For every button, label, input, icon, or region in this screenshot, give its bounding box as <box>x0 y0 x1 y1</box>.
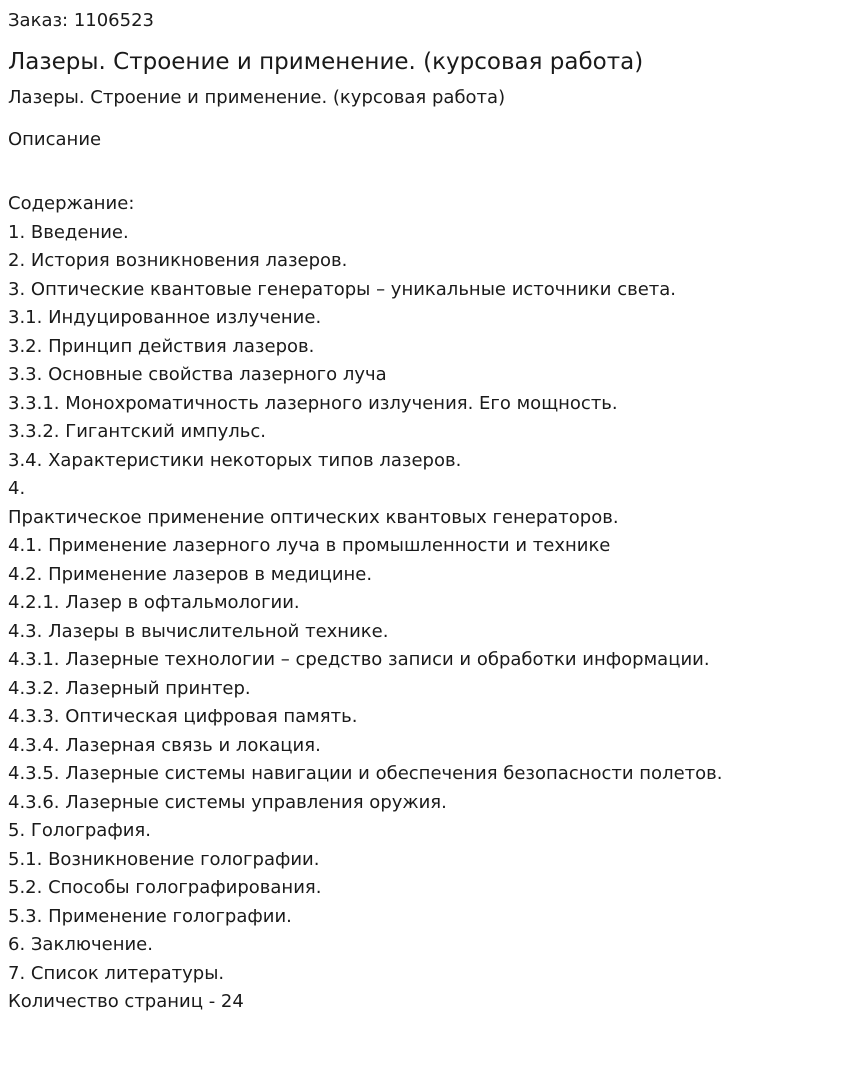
contents-item: 4.3. Лазеры в вычислительной технике. <box>8 620 389 642</box>
contents-item: 3.3. Основные свойства лазерного луча <box>8 364 387 385</box>
contents-item: 3.2. Принцип действия лазеров. <box>8 335 315 357</box>
page-count: Количество страниц - 24 <box>8 991 244 1012</box>
contents-item: 5.3. Применение голографии. <box>8 905 292 927</box>
contents-item: 4. <box>8 478 26 499</box>
page-title: Лазеры. Строение и применение. (курсовая работа) <box>8 49 644 75</box>
contents-item: 5. Голография. <box>8 820 151 841</box>
contents-item: 4.3.1. Лазерные технологии – средство записи и обработки информации. <box>8 649 710 670</box>
contents-item: 5.1. Возникновение голографии. <box>8 848 320 870</box>
contents-list <box>8 219 839 989</box>
contents-item: 4.3.5. Лазерные системы навигации и обеспечения безопасности полетов. <box>8 763 723 784</box>
contents-item: 3. Оптические квантовые генераторы – уникальные источники света. <box>8 278 677 300</box>
contents-item: 4.3.4. Лазерная связь и локация. <box>8 734 321 756</box>
contents-item: 4.3.3. Оптическая цифровая память. <box>8 706 358 727</box>
contents-item: 3.1. Индуцированное излучение. <box>8 307 322 328</box>
contents-item: 4.2. Применение лазеров в медицине. <box>8 563 373 585</box>
contents-item: 3.3.1. Монохроматичность лазерного излучения. Его мощность. <box>8 392 618 414</box>
contents-item: 5.2. Способы голографирования. <box>8 877 322 898</box>
order-number: Заказ: 1106523 <box>8 10 154 31</box>
contents-item: 4.2.1. Лазер в офтальмологии. <box>8 592 300 613</box>
contents-heading: Содержание: <box>8 193 135 214</box>
contents-item: 7. Список литературы. <box>8 962 225 984</box>
contents-item: 6. Заключение. <box>8 934 153 955</box>
contents-item: 3.4. Характеристики некоторых типов лазеров. <box>8 449 462 471</box>
description-heading: Описание <box>8 129 102 150</box>
contents-item: Практическое применение оптических квантовых генераторов. <box>8 506 619 528</box>
contents-item: 4.3.2. Лазерный принтер. <box>8 677 251 699</box>
contents-item: 2. История возникновения лазеров. <box>8 250 348 271</box>
contents-item: 4.1. Применение лазерного луча в промышленности и технике <box>8 535 611 556</box>
contents-item: 4.3.6. Лазерные системы управления оружия. <box>8 791 447 813</box>
contents-item: 1. Введение. <box>8 221 129 243</box>
page-subtitle: Лазеры. Строение и применение. (курсовая работа) <box>8 87 506 108</box>
contents-item: 3.3.2. Гигантский импульс. <box>8 421 266 442</box>
